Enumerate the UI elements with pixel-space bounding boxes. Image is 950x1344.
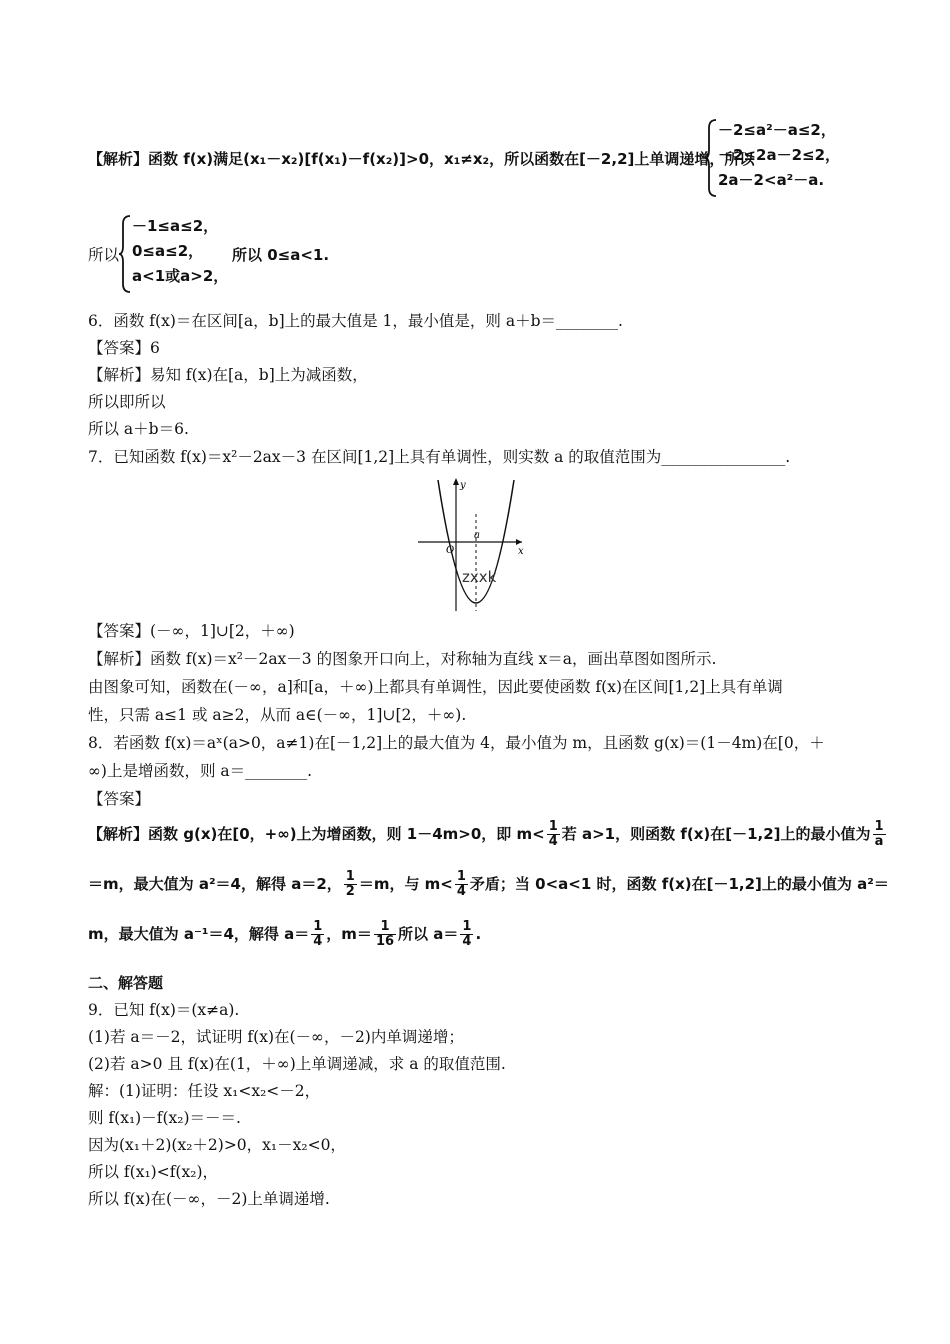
q8-s3a: m，最大值为 a⁻¹＝4，解得 a＝ (88, 925, 310, 943)
graph-x-label: x (518, 546, 524, 557)
q5-system-2-eq3: a<1或a>2， (132, 267, 229, 285)
q9-part1: (1)若 a＝－2，试证明 f(x)在(－∞，－2)内单调递增； (88, 1028, 464, 1046)
fraction-1-4: $\frac{1}{4}$ (456, 869, 466, 899)
watermark-text: zxxk (462, 568, 497, 586)
q7-answer: 【答案】(－∞，1]∪[2，＋∞) (88, 622, 295, 640)
q5-system-1 (704, 118, 841, 198)
q9-part2: (2)若 a>0 且 f(x)在(1，＋∞)上单调递减，求 a 的取值范围. (88, 1055, 506, 1073)
graph-a-label: a (474, 530, 480, 541)
q8-solution-line-3 (88, 920, 481, 949)
q7-analysis-1: 【解析】函数 f(x)＝x²－2ax－3 的图象开口向上，对称轴为直线 x＝a，画出草图如图所示. (88, 650, 717, 668)
q9-solution-4: 所以 f(x₁)<f(x₂)， (88, 1163, 218, 1181)
q8-s3d: . (475, 925, 482, 943)
fraction-1-2: $\frac{1}{2}$ (345, 869, 355, 899)
q9-solution-5: 所以 f(x)在(－∞，－2)上单调递增. (88, 1190, 330, 1208)
fraction-1-4: $\frac{1}{4}$ (548, 819, 558, 849)
q8-answer: 【答案】 (88, 790, 151, 808)
q8-question-1: 8．若函数 f(x)＝aˣ(a>0，a≠1)在[－1,2]上的最大值为 4，最小值为 m，且函数 g(x)＝(1－4m)在[0，＋ (88, 734, 825, 752)
q5-system-2-eq2: 0≤a≤2， (132, 242, 204, 260)
q8-s1a: 【解析】函数 g(x)在[0，+∞)上为增函数，则 1－4m>0，即 m< (88, 825, 545, 843)
q9-question: 9．已知 f(x)＝(x≠a). (88, 1001, 240, 1019)
x-axis-arrow-icon (516, 539, 522, 545)
fraction-1-4: $\frac{1}{4}$ (313, 919, 323, 949)
q8-question-2: ∞)上是增函数，则 a＝________. (88, 762, 313, 780)
q7-analysis-3: 性，只需 a≤1 或 a≥2，从而 a∈(－∞，1]∪[2，＋∞). (88, 706, 467, 724)
q5-system-2-eq1: －1≤a≤2， (132, 217, 219, 235)
q6-analysis: 【解析】易知 f(x)在[a，b]上为减函数， (88, 366, 368, 384)
q8-solution-line-2 (88, 870, 889, 899)
fraction-1-a: $\frac{1}{a}$ (874, 819, 884, 849)
q6-answer: 【答案】6 (88, 339, 160, 357)
q9-solution-1: 解：(1)证明：任设 x₁<x₂<－2， (88, 1082, 321, 1100)
left-brace-icon (118, 214, 132, 294)
fraction-1-16: $\frac{1}{16}$ (375, 919, 395, 949)
q6-line3: 所以 a＋b＝6. (88, 420, 189, 438)
y-axis-arrow-icon (453, 478, 459, 485)
q5-system-1-eq1: －2≤a²－a≤2， (718, 121, 836, 139)
parabola-graph (410, 476, 535, 616)
fraction-1-4: $\frac{1}{4}$ (462, 919, 472, 949)
q7-analysis-2: 由图象可知，函数在(－∞，a]和[a，＋∞)上都具有单调性，因此要使函数 f(x)在区间[1,2]上具有单调 (88, 678, 783, 696)
q5-solution-prefix: 【解析】函数 f(x)满足(x₁－x₂)[f(x₁)－f(x₂)]>0，x₁≠x₂，所以函数在[－2,2]上单调递增，所以 (88, 150, 755, 168)
q8-s1b: 若 a>1，则函数 f(x)在[－1,2]上的最小值为 (561, 825, 871, 843)
q6-line2: 所以即所以 (88, 393, 166, 411)
q6-question: 6．函数 f(x)＝在区间[a，b]上的最大值是 1，最小值是，则 a＋b＝________. (88, 312, 623, 330)
q8-solution-line-1 (88, 820, 888, 849)
q8-s3b: ，m＝ (326, 925, 372, 943)
graph-origin-label: O (446, 545, 455, 556)
q5-system-2 (118, 214, 228, 294)
q9-solution-3: 因为(x₁＋2)(x₂＋2)>0，x₁－x₂<0， (88, 1136, 346, 1154)
q8-s2b: ＝m，与 m< (358, 875, 453, 893)
left-brace-icon (704, 118, 718, 198)
section-heading: 二、解答题 (88, 974, 164, 992)
q8-s2a: ＝m，最大值为 a²＝4，解得 a＝2， (88, 875, 342, 893)
q5-conclusion: 所以 0≤a<1. (232, 246, 330, 264)
q9-solution-2: 则 f(x₁)－f(x₂)＝－＝. (88, 1109, 241, 1127)
q5-system-1-eq2: －2≤2a－2≤2， (718, 146, 841, 164)
q5-suoyi: 所以 (88, 246, 120, 264)
q8-s3c: 所以 a＝ (398, 925, 459, 943)
q7-question: 7．已知函数 f(x)＝x²－2ax－3 在区间[1,2]上具有单调性，则实数 a 的取值范围为________________. (88, 448, 791, 466)
q5-system-1-eq3: 2a－2<a²－a. (718, 171, 825, 189)
q8-s2c: 矛盾；当 0<a<1 时，函数 f(x)在[－1,2]上的最小值为 a²＝ (469, 875, 889, 893)
graph-y-label: y (460, 480, 466, 491)
